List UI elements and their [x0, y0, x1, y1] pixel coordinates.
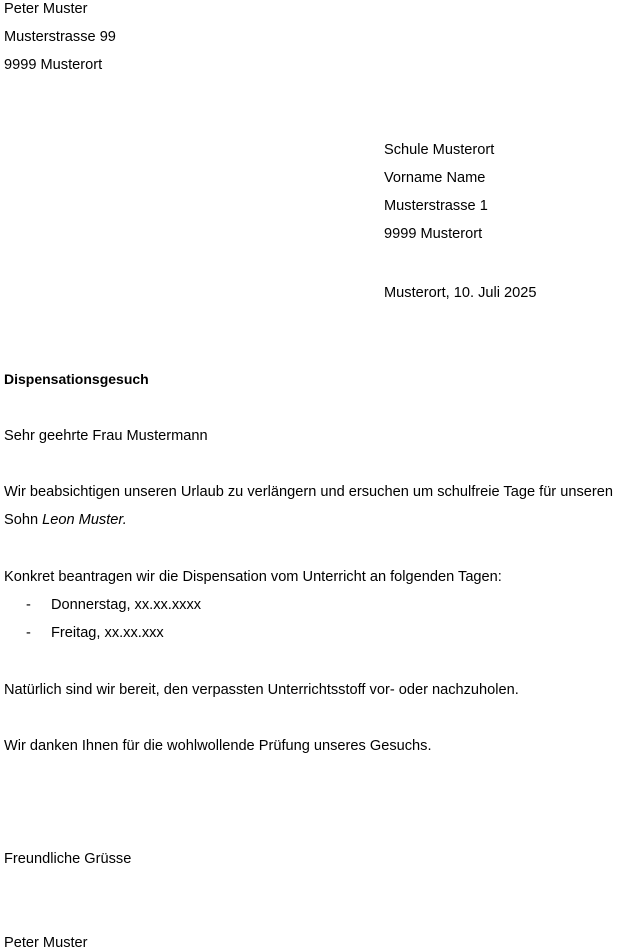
child-name: Leon Muster.: [42, 512, 127, 528]
letter-date: Musterort, 10. Juli 2025: [384, 285, 537, 301]
closing: Freundliche Grüsse: [4, 851, 132, 867]
salutation: Sehr geehrte Frau Mustermann: [4, 428, 208, 444]
recipient-city: 9999 Musterort: [384, 226, 483, 242]
recipient-org: Schule Musterort: [384, 142, 495, 158]
subject-line: Dispensationsgesuch: [4, 371, 149, 387]
sender-city: 9999 Musterort: [4, 57, 103, 73]
list-dash: -: [26, 625, 31, 641]
paragraph-request-line1: Wir beabsichtigen unseren Urlaub zu verlängern und ersuchen um schulfreie Tage für unseren: [4, 484, 613, 500]
list-item-text: Donnerstag, xx.xx.xxxx: [51, 597, 202, 613]
paragraph-makeup: Natürlich sind wir bereit, den verpassten Unterrichtsstoff vor- oder nachzuholen.: [4, 682, 519, 698]
recipient-street: Musterstrasse 1: [384, 198, 488, 214]
paragraph-thanks: Wir danken Ihnen für die wohlwollende Prüfung unseres Gesuchs.: [4, 738, 432, 754]
list-dash: -: [26, 597, 31, 613]
list-item-text: Freitag, xx.xx.xxx: [51, 625, 164, 641]
recipient-name: Vorname Name: [384, 170, 486, 186]
paragraph-request-prefix: Sohn: [4, 512, 43, 528]
sender-street: Musterstrasse 99: [4, 29, 116, 45]
paragraph-dates-intro: Konkret beantragen wir die Dispensation vom Unterricht an folgenden Tagen:: [4, 569, 502, 585]
paragraph-request-line2: [4, 511, 127, 529]
signature-name: Peter Muster: [4, 935, 88, 951]
sender-name: Peter Muster: [4, 1, 88, 17]
